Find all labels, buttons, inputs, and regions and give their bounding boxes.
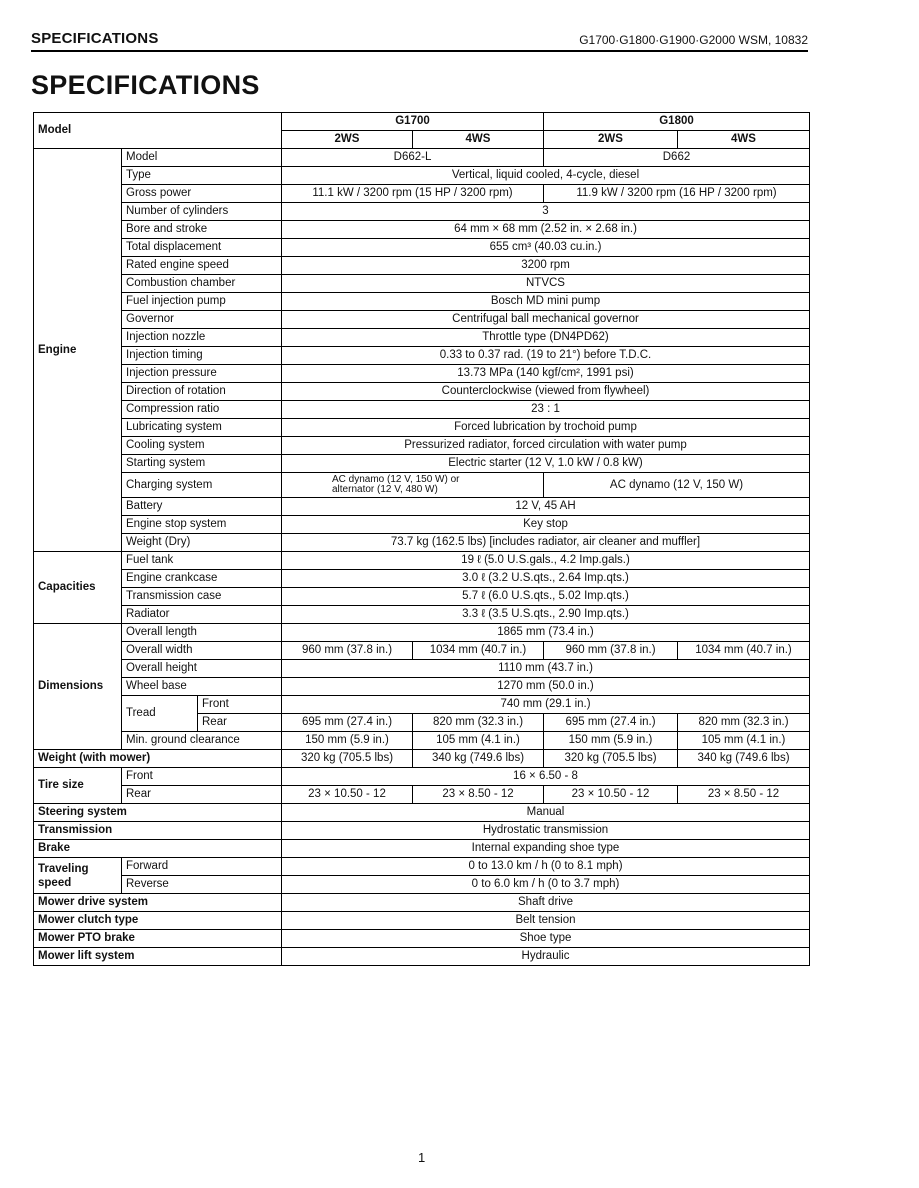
model-g1800-header: G1800 xyxy=(544,113,810,131)
cell-value: Electric starter (12 V, 1.0 kW / 0.8 kW) xyxy=(282,455,810,473)
row-label: Overall width xyxy=(122,642,282,660)
row-label: Weight (Dry) xyxy=(122,534,282,552)
table-row xyxy=(34,203,810,221)
header-rule xyxy=(31,50,808,52)
cell-value: 0 to 13.0 km / h (0 to 8.1 mph) xyxy=(282,858,810,876)
cell-value: 695 mm (27.4 in.) xyxy=(282,714,413,732)
table-header-row xyxy=(34,113,810,131)
table-row xyxy=(34,275,810,293)
table-row xyxy=(34,696,810,714)
cell-value: Centrifugal ball mechanical governor xyxy=(282,311,810,329)
model-header-label: Model xyxy=(34,113,282,149)
table-row xyxy=(34,894,810,912)
cell-value: alternator (12 V, 480 W) xyxy=(332,484,438,495)
section-traveling-speed: Traveling speed xyxy=(34,858,122,894)
table-row xyxy=(34,401,810,419)
row-label: Tread xyxy=(122,696,198,732)
row-label: Governor xyxy=(122,311,282,329)
cell-value: Forced lubrication by trochoid pump xyxy=(282,419,810,437)
cell-value: Manual xyxy=(282,804,810,822)
table-row xyxy=(34,840,810,858)
table-row xyxy=(34,552,810,570)
section-weight: Weight (with mower) xyxy=(34,750,282,768)
page-number: 1 xyxy=(418,1150,426,1165)
table-row xyxy=(34,455,810,473)
row-label: Lubricating system xyxy=(122,419,282,437)
section-tire-size: Tire size xyxy=(34,768,122,804)
model-g1700-header: G1700 xyxy=(282,113,544,131)
row-label: Overall length xyxy=(122,624,282,642)
cell-value: Counterclockwise (viewed from flywheel) xyxy=(282,383,810,401)
table-row xyxy=(34,858,810,876)
cell-value: Belt tension xyxy=(282,912,810,930)
cell-value: 150 mm (5.9 in.) xyxy=(282,732,413,750)
row-label: Fuel tank xyxy=(122,552,282,570)
cell-value: 960 mm (37.8 in.) xyxy=(282,642,413,660)
row-label: Radiator xyxy=(122,606,282,624)
table-row xyxy=(34,516,810,534)
cell-value: 740 mm (29.1 in.) xyxy=(282,696,810,714)
cell-value: 1110 mm (43.7 in.) xyxy=(282,660,810,678)
table-row xyxy=(34,185,810,203)
table-row xyxy=(34,948,810,966)
table-row xyxy=(34,473,810,498)
row-label: Compression ratio xyxy=(122,401,282,419)
row-label: Overall height xyxy=(122,660,282,678)
row-label: Model xyxy=(122,149,282,167)
row-label: Total displacement xyxy=(122,239,282,257)
cell-value: 1034 mm (40.7 in.) xyxy=(678,642,810,660)
table-row xyxy=(34,437,810,455)
row-label: Cooling system xyxy=(122,437,282,455)
table-row xyxy=(34,876,810,894)
cell-value: 23 × 10.50 - 12 xyxy=(544,786,678,804)
row-label: Gross power xyxy=(122,185,282,203)
table-row xyxy=(34,311,810,329)
cell-value: 11.1 kW / 3200 rpm (15 HP / 3200 rpm) xyxy=(282,185,544,203)
cell-value: 150 mm (5.9 in.) xyxy=(544,732,678,750)
cell-value: 320 kg (705.5 lbs) xyxy=(544,750,678,768)
table-row xyxy=(34,786,810,804)
table-row xyxy=(34,624,810,642)
row-label: Rated engine speed xyxy=(122,257,282,275)
cell-value: AC dynamo (12 V, 150 W) or xyxy=(332,474,460,485)
section-mower-lift: Mower lift system xyxy=(34,948,282,966)
cell-value: 3 xyxy=(282,203,810,221)
cell-value: 19 ℓ (5.0 U.S.gals., 4.2 Imp.gals.) xyxy=(282,552,810,570)
cell-value: 11.9 kW / 3200 rpm (16 HP / 3200 rpm) xyxy=(544,185,810,203)
g1700-2ws-header: 2WS xyxy=(282,131,413,149)
cell-value: 695 mm (27.4 in.) xyxy=(544,714,678,732)
table-row xyxy=(34,768,810,786)
section-dimensions: Dimensions xyxy=(34,624,122,750)
cell-value: AC dynamo (12 V, 150 W) xyxy=(544,473,810,498)
row-label: Front xyxy=(122,768,282,786)
section-capacities: Capacities xyxy=(34,552,122,624)
cell-value: Bosch MD mini pump xyxy=(282,293,810,311)
table-row xyxy=(34,732,810,750)
table-row xyxy=(34,570,810,588)
header-model-code: G1700·G1800·G1900·G2000 WSM, 10832 xyxy=(579,33,808,47)
table-row xyxy=(34,642,810,660)
cell-value: 820 mm (32.3 in.) xyxy=(413,714,544,732)
cell-value: 3.0 ℓ (3.2 U.S.qts., 2.64 Imp.qts.) xyxy=(282,570,810,588)
row-label: Min. ground clearance xyxy=(122,732,282,750)
table-row xyxy=(34,329,810,347)
row-label: Rear xyxy=(122,786,282,804)
section-engine: Engine xyxy=(34,149,122,552)
cell-value: 1034 mm (40.7 in.) xyxy=(413,642,544,660)
table-row xyxy=(34,804,810,822)
row-label: Fuel injection pump xyxy=(122,293,282,311)
row-label: Injection nozzle xyxy=(122,329,282,347)
cell-value: Shaft drive xyxy=(282,894,810,912)
g1700-4ws-header: 4WS xyxy=(413,131,544,149)
cell-value: 3.3 ℓ (3.5 U.S.qts., 2.90 Imp.qts.) xyxy=(282,606,810,624)
section-transmission: Transmission xyxy=(34,822,282,840)
row-label: Starting system xyxy=(122,455,282,473)
row-label: Injection pressure xyxy=(122,365,282,383)
cell-value: 340 kg (749.6 lbs) xyxy=(678,750,810,768)
cell-value: 105 mm (4.1 in.) xyxy=(413,732,544,750)
cell-value: 73.7 kg (162.5 lbs) [includes radiator, air cleaner and muffler] xyxy=(282,534,810,552)
cell-value: 5.7 ℓ (6.0 U.S.qts., 5.02 Imp.qts.) xyxy=(282,588,810,606)
row-sublabel: Rear xyxy=(198,714,282,732)
cell-value: 64 mm × 68 mm (2.52 in. × 2.68 in.) xyxy=(282,221,810,239)
row-label: Transmission case xyxy=(122,588,282,606)
cell-value: 23 × 10.50 - 12 xyxy=(282,786,413,804)
table-row xyxy=(34,930,810,948)
table-row xyxy=(34,660,810,678)
cell-value: 23 × 8.50 - 12 xyxy=(413,786,544,804)
table-row xyxy=(34,606,810,624)
row-label: Engine crankcase xyxy=(122,570,282,588)
cell-value: 12 V, 45 AH xyxy=(282,498,810,516)
table-row xyxy=(34,822,810,840)
cell-value: Pressurized radiator, forced circulation with water pump xyxy=(282,437,810,455)
table-row xyxy=(34,167,810,185)
page-title: SPECIFICATIONS xyxy=(31,70,260,100)
row-label: Direction of rotation xyxy=(122,383,282,401)
row-label: Charging system xyxy=(122,473,282,498)
table-row xyxy=(34,293,810,311)
table-row xyxy=(34,257,810,275)
cell-value: 320 kg (705.5 lbs) xyxy=(282,750,413,768)
row-label: Reverse xyxy=(122,876,282,894)
cell-value: 820 mm (32.3 in.) xyxy=(678,714,810,732)
section-steering: Steering system xyxy=(34,804,282,822)
row-label: Wheel base xyxy=(122,678,282,696)
cell-value: 16 × 6.50 - 8 xyxy=(282,768,810,786)
cell-value: D662 xyxy=(544,149,810,167)
table-row xyxy=(34,347,810,365)
row-label: Number of cylinders xyxy=(122,203,282,221)
cell-value: 960 mm (37.8 in.) xyxy=(544,642,678,660)
section-mower-pto: Mower PTO brake xyxy=(34,930,282,948)
row-label: Combustion chamber xyxy=(122,275,282,293)
cell-value: 0.33 to 0.37 rad. (19 to 21°) before T.D.C. xyxy=(282,347,810,365)
cell-value: Throttle type (DN4PD62) xyxy=(282,329,810,347)
cell-value: Vertical, liquid cooled, 4-cycle, diesel xyxy=(282,167,810,185)
cell-value: 655 cm³ (40.03 cu.in.) xyxy=(282,239,810,257)
charging-g1700-cell xyxy=(282,473,544,498)
row-label: Injection timing xyxy=(122,347,282,365)
cell-value: 13.73 MPa (140 kgf/cm², 1991 psi) xyxy=(282,365,810,383)
cell-value: Shoe type xyxy=(282,930,810,948)
row-label: Bore and stroke xyxy=(122,221,282,239)
cell-value: NTVCS xyxy=(282,275,810,293)
cell-value: D662-L xyxy=(282,149,544,167)
cell-value: 1270 mm (50.0 in.) xyxy=(282,678,810,696)
table-row xyxy=(34,534,810,552)
cell-value: Hydraulic xyxy=(282,948,810,966)
section-mower-clutch: Mower clutch type xyxy=(34,912,282,930)
cell-value: 23 : 1 xyxy=(282,401,810,419)
section-mower-drive: Mower drive system xyxy=(34,894,282,912)
cell-value: 1865 mm (73.4 in.) xyxy=(282,624,810,642)
table-row xyxy=(34,221,810,239)
cell-value: Key stop xyxy=(282,516,810,534)
row-label: Engine stop system xyxy=(122,516,282,534)
cell-value: 23 × 8.50 - 12 xyxy=(678,786,810,804)
specifications-table xyxy=(33,112,810,966)
table-row xyxy=(34,383,810,401)
table-row xyxy=(34,912,810,930)
table-row xyxy=(34,750,810,768)
table-row xyxy=(34,678,810,696)
cell-value: 0 to 6.0 km / h (0 to 3.7 mph) xyxy=(282,876,810,894)
row-label: Forward xyxy=(122,858,282,876)
cell-value: 3200 rpm xyxy=(282,257,810,275)
g1800-2ws-header: 2WS xyxy=(544,131,678,149)
table-row xyxy=(34,498,810,516)
row-sublabel: Front xyxy=(198,696,282,714)
row-label: Battery xyxy=(122,498,282,516)
table-row xyxy=(34,149,810,167)
table-row xyxy=(34,588,810,606)
section-brake: Brake xyxy=(34,840,282,858)
table-row xyxy=(34,239,810,257)
cell-value: 340 kg (749.6 lbs) xyxy=(413,750,544,768)
header-title: SPECIFICATIONS xyxy=(31,30,159,47)
cell-value: Internal expanding shoe type xyxy=(282,840,810,858)
cell-value: 105 mm (4.1 in.) xyxy=(678,732,810,750)
table-row xyxy=(34,419,810,437)
g1800-4ws-header: 4WS xyxy=(678,131,810,149)
row-label: Type xyxy=(122,167,282,185)
table-row xyxy=(34,365,810,383)
cell-value: Hydrostatic transmission xyxy=(282,822,810,840)
